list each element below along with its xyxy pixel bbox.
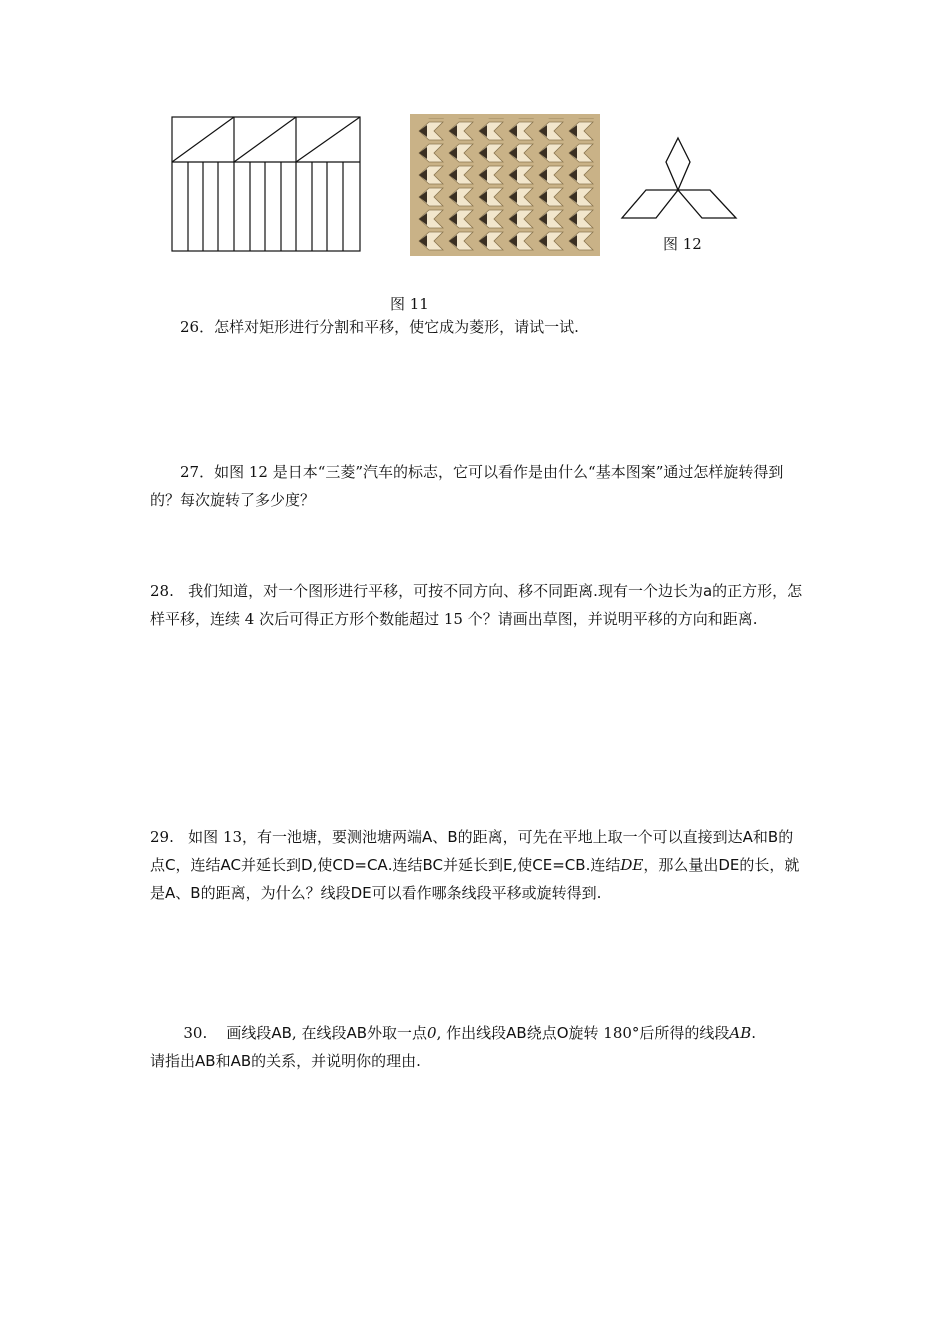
q30-var: AB — [729, 1024, 752, 1042]
q29-seg: .连结 — [585, 856, 621, 874]
q29-seg: ，连结 — [175, 856, 221, 874]
question-30-text — [150, 1019, 805, 1075]
q29-var: DE — [718, 856, 740, 874]
question-28-number: 28. — [150, 582, 174, 600]
q30-seg: 外取一点 — [367, 1024, 428, 1042]
q29-var: A — [422, 828, 433, 846]
question-29-text — [150, 823, 805, 907]
q29-var: CD=CA — [332, 856, 388, 874]
figure-11-caption: 图 11 — [390, 295, 429, 313]
q30-seg: 旋转 180°后所得的线段 — [568, 1024, 730, 1042]
q29-var: C — [165, 856, 176, 874]
q29-var: BC — [422, 856, 443, 874]
q29-seg: ,使 — [312, 856, 333, 874]
q29-seg: 、 — [432, 828, 448, 846]
q30-var: AB — [195, 1052, 216, 1070]
question-28-var: a — [702, 582, 713, 600]
q29-seg: 、 — [175, 884, 191, 902]
question-26-text: 26．怎样对矩形进行分割和平移，使它成为菱形，请试一试. — [180, 318, 579, 336]
q29-var: A — [742, 828, 753, 846]
q30-seg: , 作出线段 — [436, 1024, 507, 1042]
q29-var: DE — [350, 884, 372, 902]
q29-var: CE=CB — [532, 856, 586, 874]
q29-seg: 并延长到 — [241, 856, 302, 874]
q29-seg: 的长，就是 — [150, 856, 800, 902]
figure-11-tessellation-photo — [410, 114, 600, 256]
q29-seg: 的距离，为什么？线段 — [200, 884, 351, 902]
q30-var: AB — [346, 1024, 368, 1042]
q30-seg: 和 — [215, 1052, 231, 1070]
q29-seg: 的点 — [150, 828, 794, 874]
question-27-text: 27．如图 12 是日本“三菱”汽车的标志，它可以看作是由什么“基本图案”通过怎样旋转得到的？每次旋转了多少度？ — [150, 463, 784, 509]
q29-seg: ,使 — [512, 856, 533, 874]
figure-12-three-rhombus-logo — [618, 136, 742, 224]
q30-seg: . — [751, 1024, 757, 1042]
q29-var: DE — [620, 856, 644, 874]
q29-seg: 并延长到 — [442, 856, 503, 874]
question-30 — [150, 1019, 805, 1075]
q30-seg: , 在线段 — [291, 1024, 347, 1042]
q29-seg: .连结 — [387, 856, 423, 874]
question-29-number: 29. — [150, 828, 174, 846]
question-27 — [150, 458, 805, 514]
q29-seg: ，那么量出 — [643, 856, 719, 874]
q30-seg: 画线段 — [226, 1024, 272, 1042]
q29-var: B — [767, 828, 779, 846]
figure-12-caption: 图 12 — [663, 235, 702, 253]
q30-seg: 请指出 — [150, 1052, 196, 1070]
q29-seg: 的距离，可先在平地上取一个可以直接到达 — [457, 828, 743, 846]
q30-var: AB — [506, 1024, 527, 1042]
q29-var: A — [165, 884, 176, 902]
q29-var: AC — [220, 856, 241, 874]
question-28-part: 的正方形，怎样平移，连续 4 次后可得正方形个数能超过 15 个？请画出草图，并说明平移的方向和距离. — [150, 582, 803, 628]
q30-var: O — [556, 1024, 569, 1042]
q30-seg: 的关系，并说明你的理由. — [251, 1052, 421, 1070]
q29-seg: 如图 13，有一池塘，要测池塘两端 — [188, 828, 423, 846]
question-29 — [150, 823, 805, 907]
question-28-text — [150, 577, 805, 633]
question-28-part: 我们知道，对一个图形进行平移，可按不同方向、移不同距离.现有一个边长为 — [188, 582, 703, 600]
q29-var: B — [190, 884, 201, 902]
question-30-number: 30. — [183, 1024, 208, 1042]
figure-11-grid-diagram — [166, 112, 366, 256]
q29-seg: 和 — [752, 828, 768, 846]
question-26 — [150, 313, 805, 341]
q29-var: D — [301, 856, 313, 874]
q29-seg: 可以看作哪条线段平移或旋转得到. — [371, 884, 602, 902]
q30-var: AB — [230, 1052, 252, 1070]
q30-var: 0 — [427, 1024, 437, 1042]
q29-var: E — [503, 856, 513, 874]
q30-seg: 绕点 — [526, 1024, 557, 1042]
question-28 — [150, 577, 805, 633]
q29-var: B — [447, 828, 458, 846]
q30-var: AB — [271, 1024, 292, 1042]
